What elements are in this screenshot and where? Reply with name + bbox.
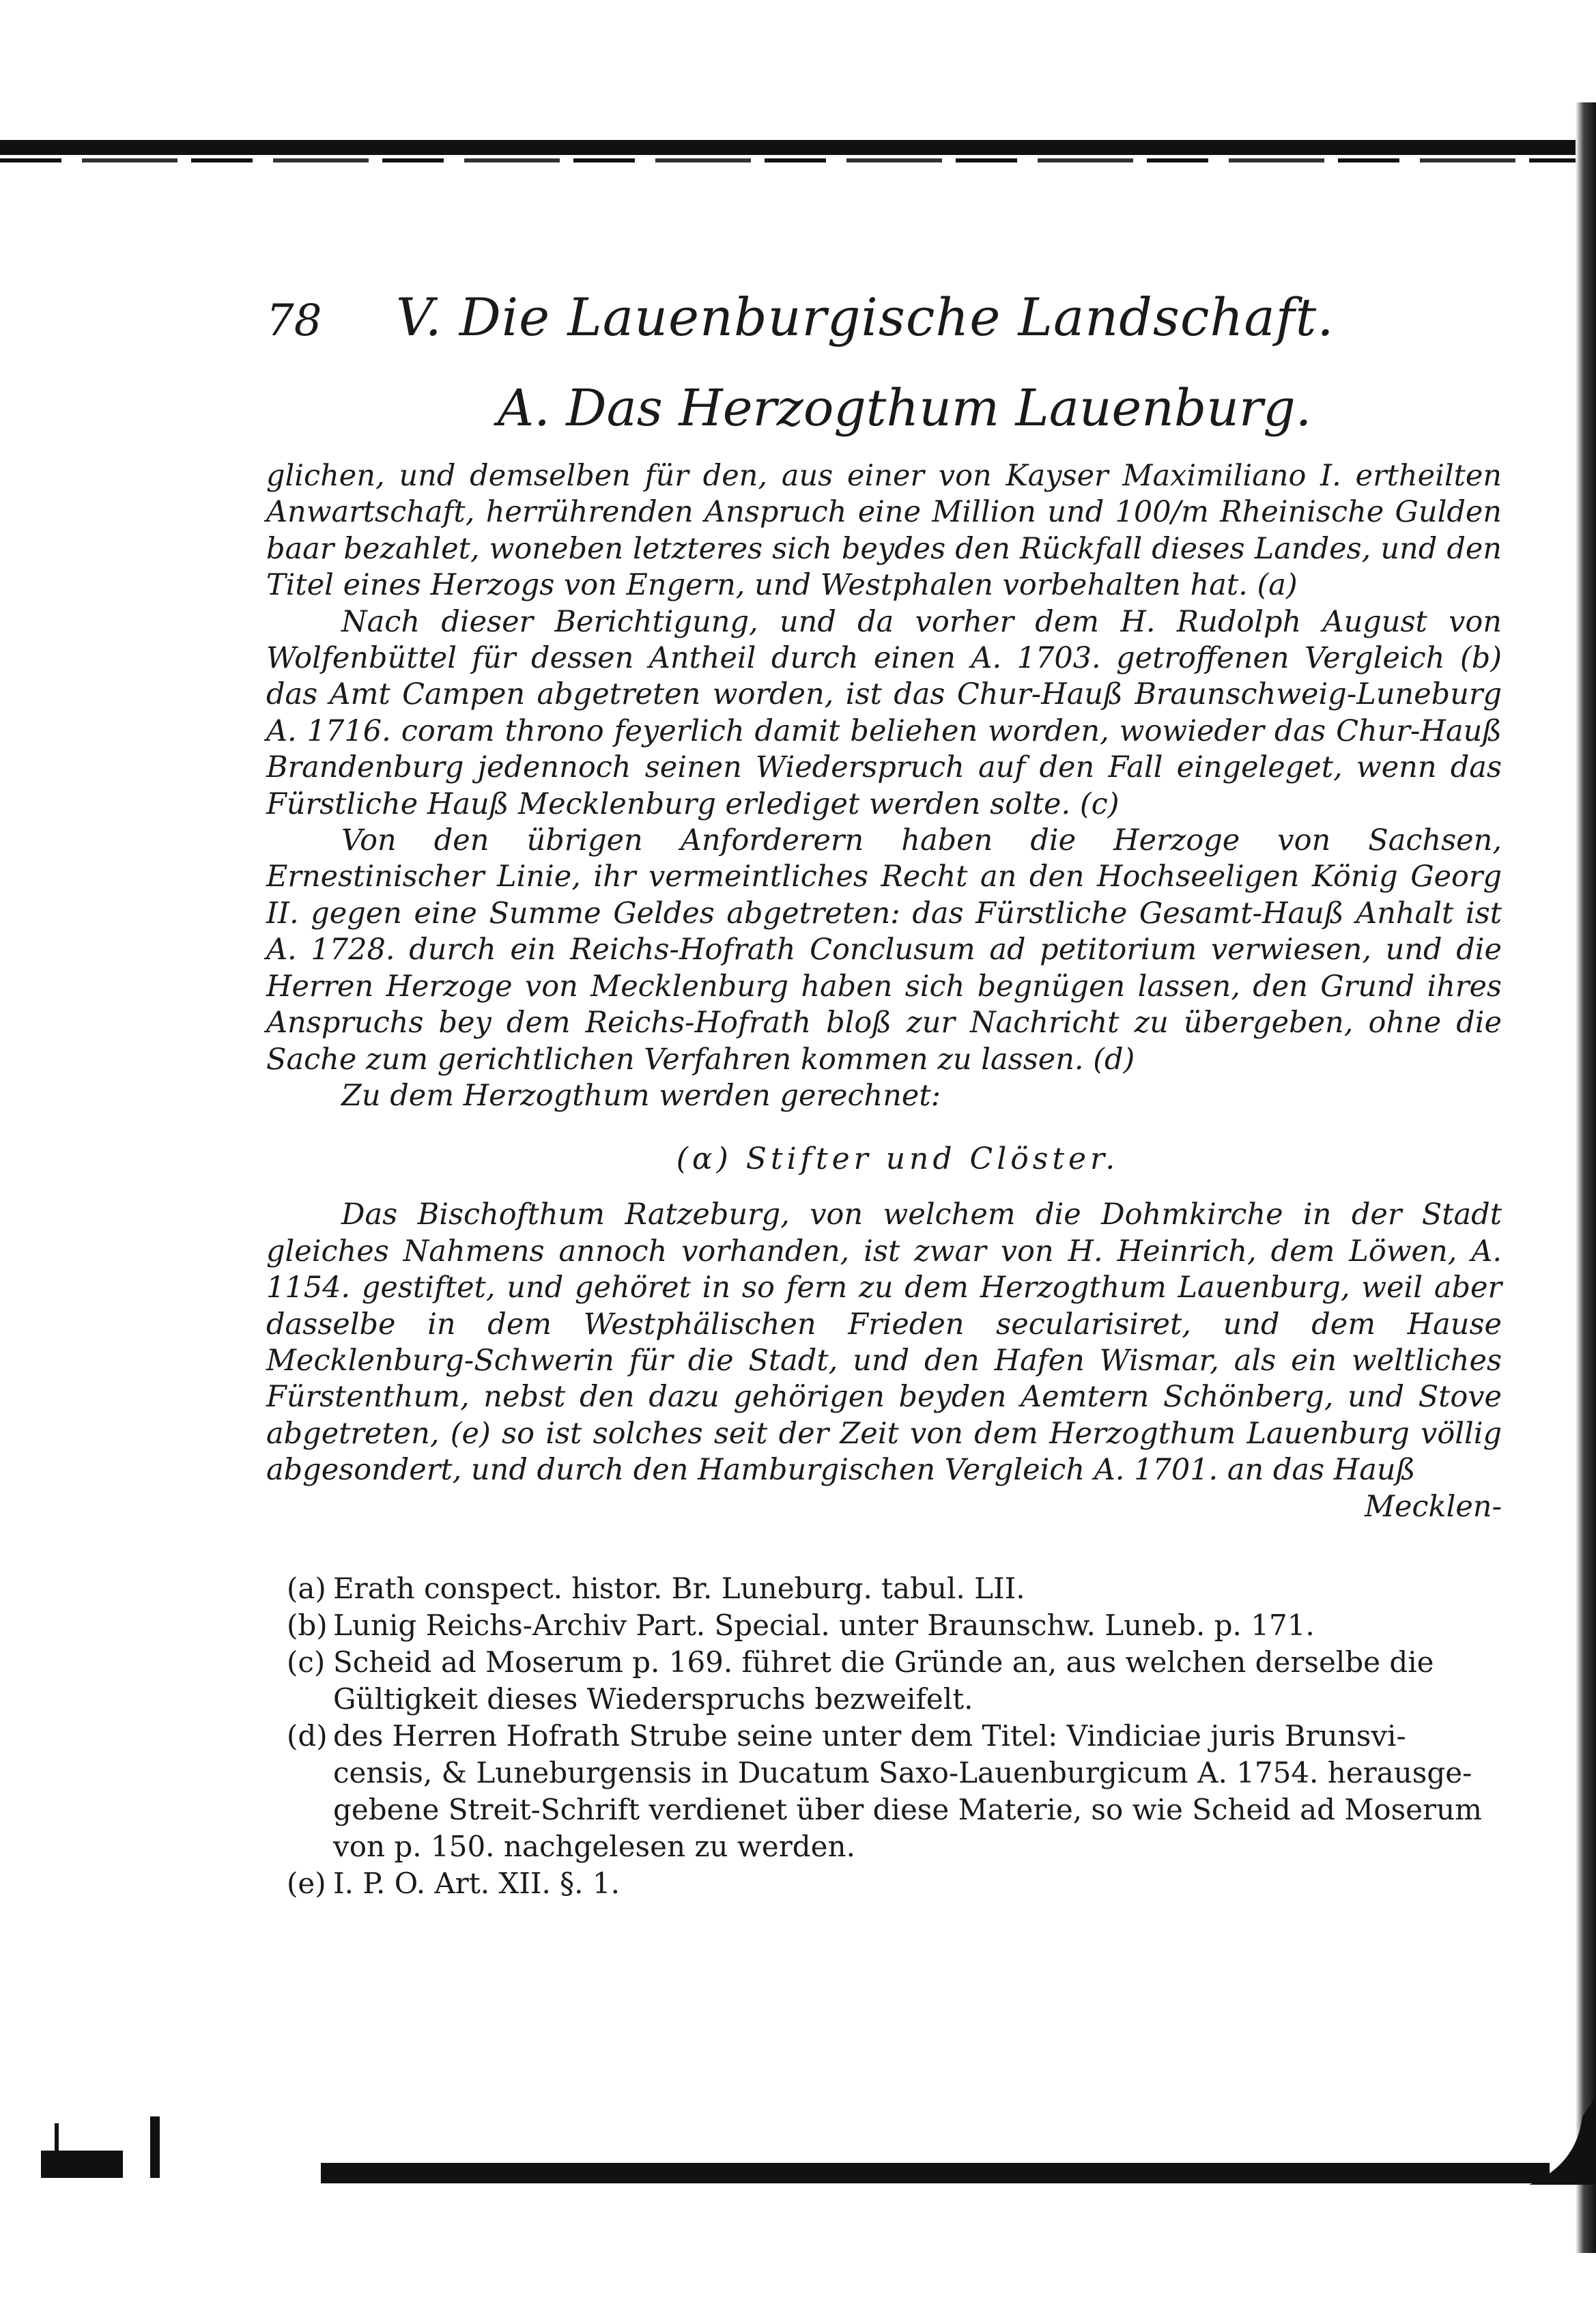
running-head xyxy=(266,287,1502,362)
scan-border-bottom xyxy=(321,2163,1550,2183)
scan-mark-left xyxy=(14,2103,177,2185)
footnotes xyxy=(287,1570,1502,1902)
scan-border-top xyxy=(0,140,1596,155)
paragraph: glichen, und demselben für den, aus einer von Kayser Maximiliano I. ertheilten Anwartschaft, herrührenden Anspruch eine Million und 100/m Rheinische Gulden baar bezahlet, woneben letzteres sich beydes den Rückfall dieses Landes, und den Titel eines Herzogs von Engern, und Westphalen vorbehalten hat. (a) xyxy=(266,459,1502,603)
paragraph: Das Bischofthum Ratzeburg, von welchem die Dohmkirche in der Stadt gleiches Nahmens annoch vorhanden, ist zwar von H. Heinrich, dem Löwen, A. 1154. gestiftet, und gehöret in so fern zu dem Herzogthum Lauenburg, weil aber dasselbe in dem Westphälischen Frieden secularisiret, und dem Hause Mecklenburg-Schwerin für die Stadt, und den Hafen Wismar, als ein weltliches Fürstenthum, nebst den dazu gehörigen beyden Aemtern Schönberg, und Stove abgetreten, (e) so ist solches seit der Zeit von dem Herzogthum Lauenburg völlig abgesondert, und durch den Hamburgischen Vergleich A. 1701. an das Hauß xyxy=(266,1198,1502,1488)
footnote xyxy=(287,1607,1502,1644)
footnote-label: (a) xyxy=(287,1572,326,1605)
footnote-text: Erath conspect. histor. Br. Luneburg. tabul. LII. xyxy=(333,1572,1025,1605)
paragraph: Von den übrigen Anforderern haben die Herzoge von Sachsen, Ernestinischer Linie, ihr vermeintliches Recht an den Hochseeligen König Georg II. gegen eine Summe Geldes abgetreten: das Fürstliche Gesamt-Hauß Anhalt ist A. 1728. durch ein Reichs-Hofrath Conclusum ad petitorium verwiesen, und die Herren Herzoge von Mecklenburg haben sich begnügen lassen, den Grund ihres Anspruchs bey dem Reichs-Hofrath bloß zur Nachricht zu übergeben, ohne die Sache zum gerichtlichen Verfahren kommen zu lassen. (d) xyxy=(266,823,1502,1077)
page-content xyxy=(266,287,1502,1525)
footnote-label: (d) xyxy=(287,1719,328,1753)
scan-border-right xyxy=(1576,102,1596,2253)
page-number: 78 xyxy=(266,296,322,346)
scan-mark-right xyxy=(1529,2096,1596,2185)
footnote-label: (e) xyxy=(287,1867,326,1900)
footnote-text: Gültigkeit dieses Wiederspruchs bezweifelt. xyxy=(333,1682,973,1716)
subheading: (α) Stifter und Clöster. xyxy=(676,1142,1120,1177)
footnote xyxy=(287,1644,1502,1718)
catchword: Mecklen- xyxy=(1364,1489,1502,1524)
paragraph: Nach dieser Berichtigung, und da vorher dem H. Rudolph August von Wolfenbüttel für dessen Antheil durch einen A. 1703. getroffenen Vergleich (b) das Amt Campen abgetreten worden, ist das Chur-Hauß Braunschweig-Luneburg A. 1716. coram throno feyerlich damit beliehen worden, wowieder das Chur-Hauß Brandenburg jedennoch seinen Wiederspruch auf den Fall eingeleget, wenn das Fürstliche Hauß Mecklenburg erlediget werden solte. (c) xyxy=(266,604,1502,821)
footnote-text: des Herren Hofrath Strube seine unter dem Titel: Vindiciae juris Brunsvi- xyxy=(333,1719,1406,1753)
footnote xyxy=(287,1865,1502,1902)
footnote-text: I. P. O. Art. XII. §. 1. xyxy=(333,1867,620,1900)
running-head-title: V. Die Lauenburgische Landschaft. xyxy=(396,287,1335,348)
footnote-text: gebene Streit-Schrift verdienet über diese Materie, so wie Scheid ad Moserum xyxy=(333,1793,1482,1826)
footnote-label: (b) xyxy=(287,1609,328,1642)
footnote xyxy=(287,1570,1502,1607)
section-title: A. Das Herzogthum Lauenburg. xyxy=(497,379,1312,438)
footnote xyxy=(287,1718,1502,1865)
scan-border-top-rule xyxy=(0,158,1596,162)
footnote-label: (c) xyxy=(287,1645,326,1679)
footnote-text: censis, & Luneburgensis in Ducatum Saxo-Lauenburgicum A. 1754. herausge- xyxy=(333,1756,1472,1789)
paragraph: Zu dem Herzogthum werden gerechnet: xyxy=(341,1078,941,1113)
footnote-text: Scheid ad Moserum p. 169. führet die Gründe an, aus welchen derselbe die xyxy=(333,1645,1434,1679)
footnote-text: Lunig Reichs-Archiv Part. Special. unter Braunschw. Luneb. p. 171. xyxy=(333,1609,1315,1642)
footnote-text: von p. 150. nachgelesen zu werden. xyxy=(333,1830,855,1863)
